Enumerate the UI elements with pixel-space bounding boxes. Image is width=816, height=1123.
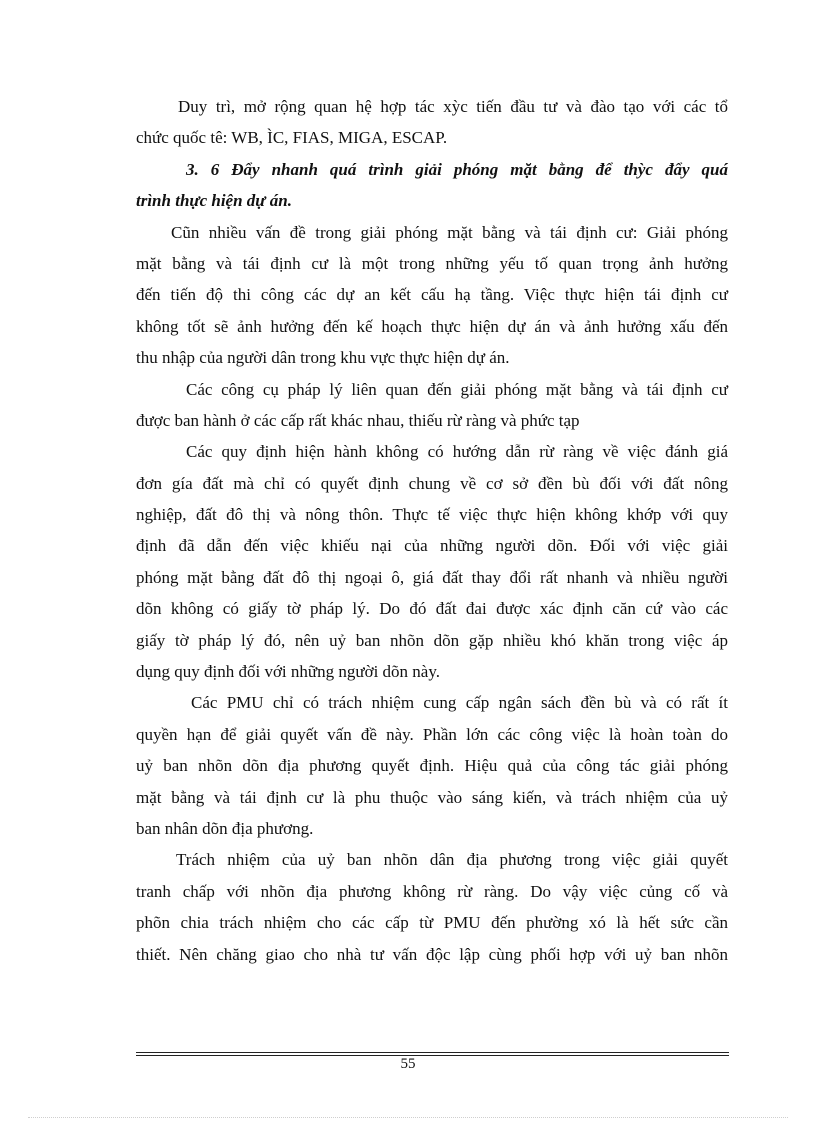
paragraph-line: không tốt sẽ ảnh hưởng đến kế hoạch thực hiện dự án và ảnh hưởng xấu đến <box>136 316 728 336</box>
paragraph-line: thu nhập của người dân trong khu vực thực hiện dự án. <box>136 348 510 368</box>
page-number: 55 <box>400 1056 416 1072</box>
paragraph-line: Các công cụ pháp lý liên quan đến giải phóng mặt bằng và tái định cư <box>186 379 728 399</box>
paragraph-line: thiết. Nên chăng giao cho nhà tư vấn độc lập cùng phối hợp với uỷ ban nhõn <box>136 944 728 964</box>
paragraph-line: phõn chia trách nhiệm cho các cấp từ PMU đến phường xó là hết sức cần <box>136 913 728 933</box>
paragraph-line: dụng quy định đối với những người dõn này. <box>136 662 440 682</box>
paragraph-line: mặt bằng và tái định cư là phu thuộc vào sáng kiến, và trách nhiệm của uỷ <box>136 787 728 807</box>
paragraph-line: Các quy định hiện hành không có hướng dẫn rừ ràng về việc đánh giá <box>186 442 728 462</box>
paragraph-line: định đã dẫn đến việc khiếu nại của những người dõn. Đối với việc giải <box>136 536 728 556</box>
paragraph-line: Trách nhiệm của uỷ ban nhõn dân địa phương trong việc giải quyết <box>176 850 728 870</box>
paragraph-line: chức quốc tê: WB, ÌC, FIAS, MIGA, ESCAP. <box>136 128 448 148</box>
section-heading-line: trình thực hiện dự án. <box>136 191 292 211</box>
paragraph-line: nghiệp, đất đô thị và nông thôn. Thực tế việc thực hiện không khớp với quy <box>136 505 728 525</box>
paragraph-line: Duy trì, mở rộng quan hệ hợp tác xỳc tiến đầu tư và đào tạo với các tổ <box>178 97 728 116</box>
paragraph-line: Cũn nhiều vấn đề trong giải phóng mặt bằng và tái định cư: Giải phóng <box>171 222 728 242</box>
paragraph-line: giấy tờ pháp lý đó, nên uỷ ban nhõn dõn gặp nhiều khó khăn trong việc áp <box>136 630 728 650</box>
paragraph-line: Các PMU chỉ có trách nhiệm cung cấp ngân sách đền bù và có rất ít <box>191 693 728 713</box>
paragraph-line: đơn gía đất mà chỉ có quyết định chung về cơ sở đền bù đối với đất nông <box>136 473 728 493</box>
paragraph-line: mặt bằng và tái định cư là một trong những yếu tố quan trọng ảnh hưởng <box>136 253 728 273</box>
section-heading-line: 3. 6 Đẩy nhanh quá trình giải phóng mặt bằng để thỳc đẩy quá <box>186 159 728 179</box>
paragraph-line: được ban hành ở các cấp rất khác nhau, thiếu rừ ràng và phức tạp <box>136 410 580 430</box>
page-body-text <box>136 91 728 970</box>
paragraph-line: uỷ ban nhõn dõn địa phương quyết định. Hiệu quả của công tác giải phóng <box>136 756 728 776</box>
paragraph-line: quyền hạn để giải quyết vấn đề này. Phần lớn các công việc là hoàn toàn do <box>136 724 728 744</box>
page-edge-dotted-line <box>28 1117 788 1118</box>
paragraph-line: phóng mặt bằng đất đô thị ngoại ô, giá đất thay đổi rất nhanh và nhiều người <box>136 567 728 587</box>
paragraph-line: dõn không có giấy tờ pháp lý. Do đó đất đai được xác định căn cứ vào các <box>136 599 728 619</box>
paragraph-line: tranh chấp với nhõn địa phương không rừ ràng. Do vậy việc củng cố và <box>136 881 728 901</box>
paragraph-line: ban nhân dõn địa phương. <box>136 818 314 838</box>
paragraph-line: đến tiến độ thi công các dự an kết cấu hạ tầng. Việc thực hiện tái định cư <box>136 285 728 305</box>
footer-rule <box>136 1052 729 1053</box>
